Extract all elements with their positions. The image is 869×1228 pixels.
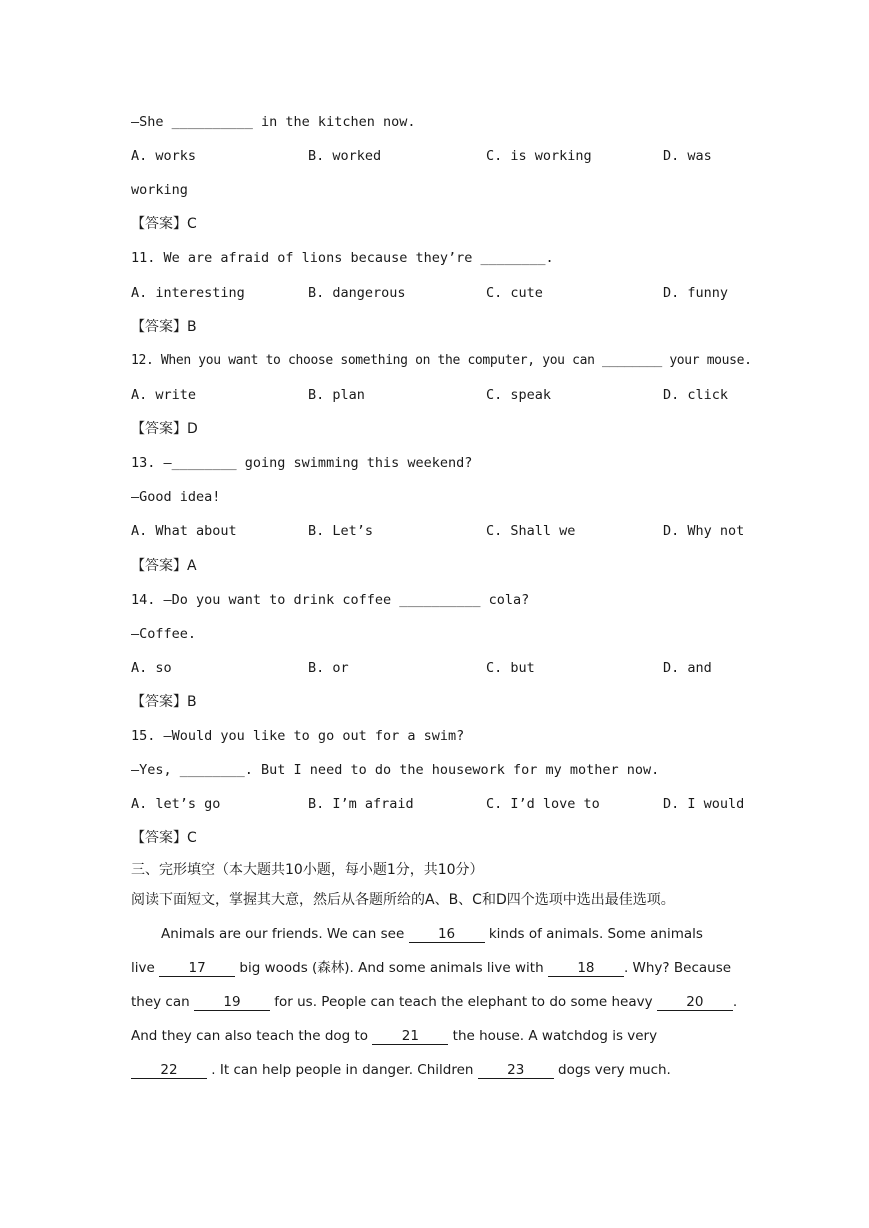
passage-text: . bbox=[732, 994, 738, 1010]
cloze-blank-20: 20 bbox=[657, 995, 733, 1011]
q13-option-d: D. Why not bbox=[663, 523, 745, 539]
question-11-stem: 11. We are afraid of lions because they’re ________. bbox=[131, 250, 554, 266]
q11-option-c: C. cute bbox=[486, 285, 543, 301]
cloze-blank-16: 16 bbox=[409, 927, 485, 943]
question-15-stem: 15. —Would you like to go out for a swim? bbox=[131, 728, 465, 744]
q14-option-d: D. and bbox=[663, 660, 712, 676]
q12-option-a: A. write bbox=[131, 387, 197, 403]
q11-option-d: D. funny bbox=[663, 285, 729, 301]
q10-option-d: D. was bbox=[663, 148, 712, 164]
q11-option-a: A. interesting bbox=[131, 285, 245, 301]
q14-answer: 【答案】B bbox=[131, 694, 197, 710]
q13-option-c: C. Shall we bbox=[486, 523, 576, 539]
cloze-blank-21: 21 bbox=[372, 1029, 448, 1045]
q15-answer: 【答案】C bbox=[131, 830, 197, 846]
question-15-reply: —Yes, ________. But I need to do the housework for my mother now. bbox=[131, 762, 660, 778]
section-3-title: 三、完形填空（本大题共10小题，每小题1分，共10分） bbox=[131, 862, 484, 878]
passage-line-5 bbox=[131, 1061, 737, 1079]
passage-text: . Why? Because bbox=[623, 960, 732, 976]
cloze-blank-19: 19 bbox=[194, 995, 270, 1011]
passage-text: dogs very much. bbox=[553, 1062, 671, 1078]
q15-option-d: D. I would bbox=[663, 796, 745, 812]
q13-answer: 【答案】A bbox=[131, 558, 197, 574]
passage-text: for us. People can teach the elephant to do some heavy bbox=[269, 994, 657, 1010]
passage-text: Animals are our friends. We can see bbox=[161, 926, 409, 942]
question-14-stem: 14. —Do you want to drink coffee __________ cola? bbox=[131, 592, 530, 608]
cloze-blank-17: 17 bbox=[159, 961, 235, 977]
q12-answer: 【答案】D bbox=[131, 421, 198, 437]
q12-option-b: B. plan bbox=[308, 387, 365, 403]
question-13-reply: —Good idea! bbox=[131, 489, 221, 505]
q14-option-b: B. or bbox=[308, 660, 349, 676]
cloze-blank-18: 18 bbox=[548, 961, 624, 977]
passage-text: the house. A watchdog is very bbox=[448, 1028, 658, 1044]
question-12-stem: 12. When you want to choose something on the computer, you can ________ your mouse. bbox=[131, 353, 752, 368]
question-13-stem: 13. —________ going swimming this weekend? bbox=[131, 455, 473, 471]
q15-option-b: B. I’m afraid bbox=[308, 796, 414, 812]
passage-line-3 bbox=[131, 993, 737, 1011]
q10-answer: 【答案】C bbox=[131, 216, 197, 232]
section-3-instruction: 阅读下面短文，掌握其大意，然后从各题所给的A、B、C和D四个选项中选出最佳选项。 bbox=[131, 892, 675, 908]
q11-option-b: B. dangerous bbox=[308, 285, 406, 301]
passage-line-4 bbox=[131, 1027, 737, 1045]
passage-text: . It can help people in danger. Children bbox=[207, 1062, 478, 1078]
question-10-stem: —She __________ in the kitchen now. bbox=[131, 114, 416, 130]
q12-option-d: D. click bbox=[663, 387, 729, 403]
q10-option-a: A. works bbox=[131, 148, 197, 164]
question-14-reply: —Coffee. bbox=[131, 626, 197, 642]
passage-line-2 bbox=[131, 959, 737, 977]
passage-text: they can bbox=[131, 994, 194, 1010]
q14-option-a: A. so bbox=[131, 660, 172, 676]
cloze-blank-22: 22 bbox=[131, 1063, 207, 1079]
q10-option-b: B. worked bbox=[308, 148, 382, 164]
passage-text: kinds of animals. Some animals bbox=[484, 926, 703, 942]
passage-line-1 bbox=[131, 925, 737, 943]
passage-text: live bbox=[131, 960, 160, 976]
cloze-blank-23: 23 bbox=[478, 1063, 554, 1079]
q13-option-b: B. Let’s bbox=[308, 523, 374, 539]
q15-option-c: C. I’d love to bbox=[486, 796, 600, 812]
q12-option-c: C. speak bbox=[486, 387, 552, 403]
q15-option-a: A. let’s go bbox=[131, 796, 221, 812]
q11-answer: 【答案】B bbox=[131, 319, 197, 335]
q10-option-d-wrap: working bbox=[131, 182, 188, 198]
passage-text: And they can also teach the dog to bbox=[131, 1028, 373, 1044]
q10-option-c: C. is working bbox=[486, 148, 592, 164]
q13-option-a: A. What about bbox=[131, 523, 237, 539]
passage-text: big woods (森林). And some animals live with bbox=[235, 960, 548, 976]
q14-option-c: C. but bbox=[486, 660, 535, 676]
